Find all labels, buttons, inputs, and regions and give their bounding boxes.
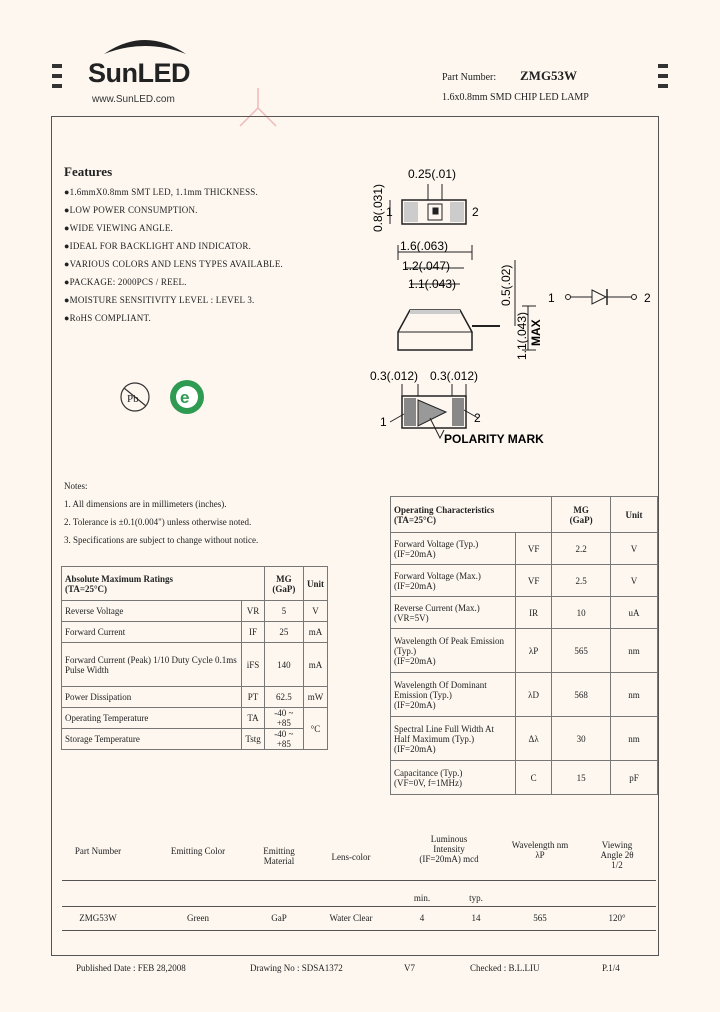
sel-angle: 120° [608,913,626,923]
logo-arc-icon [100,32,190,56]
table-row: Operating Temperature TA -40 ~ +85 °C [62,708,328,729]
dim-025: 0.25(.01) [408,167,457,181]
pb-free-icon [118,380,152,414]
feature-item: ●LOW POWER CONSUMPTION. [64,205,198,215]
dim-08: 0.8(.031) [371,183,385,232]
pin1-bottom: 1 [380,415,387,429]
oc-unit-header: Unit [610,497,657,533]
sel-header-color: Emitting Color [170,846,226,856]
sel-material: GaP [271,913,287,923]
published-date: Published Date : FEB 28,2008 [76,963,186,973]
absolute-max-ratings-table [61,566,328,750]
dim-11max: 1.1(.043) [515,311,529,360]
table-row: Forward Voltage (Max.) (IF=20mA) VF 2.5 V [391,565,658,597]
oc-mg-header: MG (GaP) [552,497,611,533]
note-item: 1. All dimensions are in millimeters (inches). [64,499,227,509]
feature-item: ●MOISTURE SENSITIVITY LEVEL : LEVEL 3. [64,295,255,305]
table-row: Forward Current IF 25 mA [62,622,328,643]
diode-pin2: 2 [644,291,651,305]
rohs-e-icon [168,378,206,416]
amr-title: Absolute Maximum Ratings (TA=25°C) [62,567,265,601]
sel-sub-min: min. [413,893,431,903]
sel-part: ZMG53W [79,913,117,923]
subtitle: 1.6x0.8mm SMD CHIP LED LAMP [442,92,589,103]
pin1-top: 1 [386,205,393,219]
selection-row [0,913,720,927]
checked-by: Checked : B.L.LIU [470,963,540,973]
diode-pin1: 1 [548,291,555,305]
notes-title: Notes: [64,481,88,491]
table-row: Wavelength Of Dominant Emission (Typ.) (IF=20mA) λD 568 nm [391,673,658,717]
table-row: Wavelength Of Peak Emission (Typ.) (IF=20mA) λP 565 nm [391,629,658,673]
sel-typ: 14 [471,913,481,923]
feature-item: ●PACKAGE: 2000PCS / REEL. [64,277,187,287]
dim-11: 1.1(.043) [408,277,457,291]
features-list [64,183,283,327]
table-row: Forward Voltage (Typ.) (IF=20mA) VF 2.2 V [391,533,658,565]
sel-header-intensity: Luminous Intensity (IF=20mA) mcd [419,834,479,864]
selection-divider-bottom [62,930,656,931]
notes [64,477,258,549]
sel-header-lens: Lens-color [331,852,371,862]
package-drawing [360,160,660,460]
table-row: Power Dissipation PT 62.5 mW [62,687,328,708]
dim-03a: 0.3(.012) [370,369,419,383]
operating-characteristics-table [390,496,658,795]
feature-item: ●VARIOUS COLORS AND LENS TYPES AVAILABLE. [64,259,284,269]
feature-item: ●1.6mmX0.8mm SMT LED, 1.1mm THICKNESS. [64,187,258,197]
pin2-top: 2 [472,205,479,219]
dim-max: MAX [529,319,543,346]
dim-16: 1.6(.063) [400,239,449,253]
sel-header-material: Emitting Material [263,846,295,866]
pb-label: Pb [127,393,139,405]
selection-divider-mid [62,906,656,907]
page-number: P.1/4 [602,963,620,973]
sel-sub-typ: typ. [469,893,483,903]
selection-divider-top [62,880,656,881]
note-item: 3. Specifications are subject to change without notice. [64,535,259,545]
table-row: Reverse Voltage VR 5 V [62,601,328,622]
sel-header-wavelength: Wavelength nm λP [511,840,569,860]
table-row: Forward Current (Peak) 1/10 Duty Cycle 0.1ms Pulse Width iFS 140 mA [62,643,328,687]
sel-lens: Water Clear [329,913,373,923]
feature-item: ●RoHS COMPLIANT. [64,313,151,323]
sel-header-angle: Viewing Angle 2θ 1/2 [600,840,634,870]
oc-title: Operating Characteristics (TA=25°C) [391,497,552,533]
part-number-label: Part Number: [442,72,497,83]
version: V7 [404,963,415,973]
brand-url[interactable]: www.SunLED.com [92,94,175,105]
sel-header-part: Part Number [74,846,122,856]
sel-color: Green [187,913,209,923]
sel-wavelength: 565 [533,913,547,923]
note-item: 2. Tolerance is ±0.1(0.004") unless otherwise noted. [64,517,252,527]
dim-12: 1.2(.047) [402,259,451,273]
table-row: Spectral Line Full Width At Half Maximum (Typ.) (IF=20mA) Δλ 30 nm [391,717,658,761]
table-row: Storage Temperature Tstg -40 ~ +85 [62,729,328,750]
left-bar-marks [52,64,62,94]
table-row: Reverse Current (Max.) (VR=5V) IR 10 uA [391,597,658,629]
amr-unit-header: Unit [303,567,327,601]
brand-logo: SunLED [88,58,190,88]
amr-mg-header: MG (GaP) [264,567,303,601]
features-title: Features [64,164,113,179]
pin2-bottom: 2 [474,411,481,425]
polarity-mark: POLARITY MARK [444,432,544,446]
feature-item: ●IDEAL FOR BACKLIGHT AND INDICATOR. [64,241,252,251]
dim-03b: 0.3(.012) [430,369,479,383]
drawing-number: Drawing No : SDSA1372 [250,963,343,973]
e-label: e [180,388,190,407]
right-bar-marks [658,64,668,94]
table-row: Capacitance (Typ.) (VF=0V, f=1MHz) C 15 pF [391,761,658,795]
sel-min: 4 [419,913,425,923]
part-number: ZMG53W [520,68,578,83]
feature-item: ●WIDE VIEWING ANGLE. [64,223,173,233]
footer [0,963,720,977]
dim-05: 0.5(.02) [499,264,513,306]
